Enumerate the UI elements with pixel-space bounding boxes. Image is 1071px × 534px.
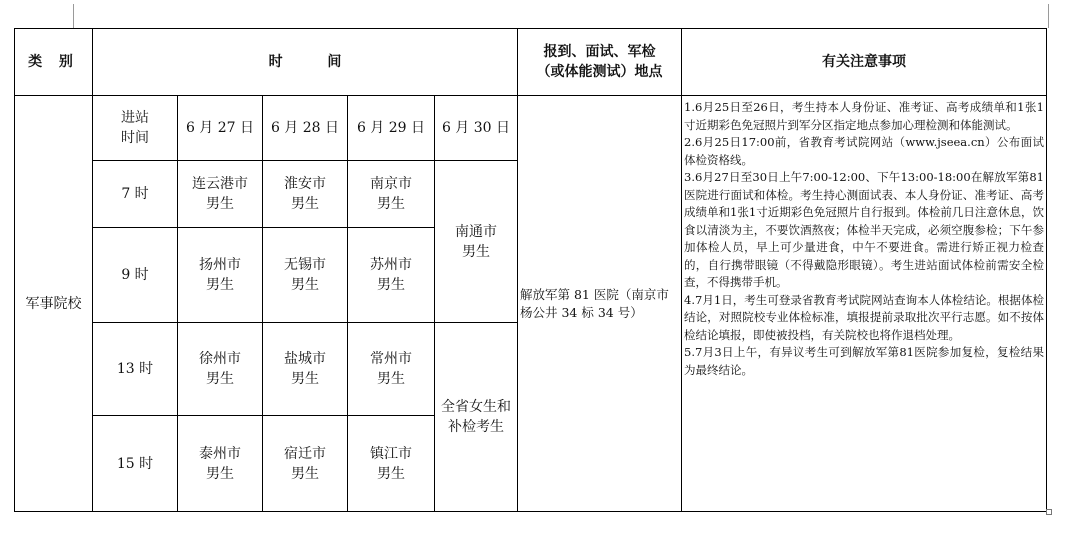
header-notes [682,29,1047,96]
schedule-cell [263,161,348,228]
date-cell: 6 月 27 日 [178,96,263,161]
group-name: 男生 [206,465,234,482]
city-name: 南通市 [455,223,497,240]
group-name: 男生 [462,243,490,260]
entry-label-line2: 时间 [121,130,149,146]
city-name: 无锡市 [284,257,326,273]
city-name: 淮安市 [284,176,326,192]
time-slot: 9 时 [93,228,178,323]
table-resize-handle[interactable] [1046,509,1052,515]
header-category [15,29,93,96]
group-name: 男生 [206,371,234,387]
schedule-cell [348,416,435,512]
day30-morning-cell [435,161,518,323]
note-item: 4.7月1日，考生可登录省教育考试院网站查询本人体检结论。根据体检结论，对照院校专业体检标准，填报提前录取批次平行志愿。如不按体检结论填报，即使被投档，有关院校也将作退档处理。 [684,292,1044,342]
city-name: 泰州市 [199,445,241,462]
city-name: 盐城市 [284,351,326,367]
header-time-text: 时 间 [268,54,342,70]
note-item: 2.6月25日17:00前，省教育考试院网站（www.jseea.cn）公布面试体检资格线。 [684,135,1044,167]
group-name: 男生 [206,196,234,212]
schedule-cell [348,228,435,323]
date-row [15,96,1047,161]
schedule-cell [178,161,263,228]
city-name: 南京市 [370,176,412,192]
notes-cell [682,96,1047,512]
group-name: 男生 [377,277,405,293]
group-name: 男生 [291,371,319,387]
city-name: 连云港市 [192,176,248,192]
time-slot: 15 时 [93,416,178,512]
time-slot: 7 时 [93,161,178,228]
date-cell: 6 月 28 日 [263,96,348,161]
schedule-cell [263,416,348,512]
group-name: 男生 [377,465,405,482]
group-name: 男生 [291,277,319,293]
group-name: 男生 [291,196,319,212]
header-location [518,29,682,96]
schedule-cell [178,323,263,416]
page-corner-mark-left [73,4,74,28]
group-name: 男生 [377,371,405,387]
city-name: 苏州市 [370,257,412,273]
header-category-text: 类 别 [28,54,79,70]
date-cell: 6 月 30 日 [435,96,518,161]
group-name: 男生 [291,465,319,482]
date-cell: 6 月 29 日 [348,96,435,161]
entry-time-label [93,96,178,161]
group-name: 全省女生和 [441,399,511,415]
group-name: 男生 [377,196,405,212]
note-item: 3.6月27日至30日上午7:00-12:00、下午13:00-18:00在解放军第81医院进行面试和体检。考生持心测面试表、本人身份证、准考证、高考成绩单和1张1寸近期彩色免冠照片自行报到。体检前几日注意休息，饮食以清淡为主，不要饮酒熬夜；体检半天完成，必须空腹参检；下午参加体检人员，早上可少量进食，中午不要进食。需进行矫正视力检查的，自行携带眼镜（不得戴隐形眼镜）。考生进站面试体检前需安全检查，不得携带手机。 [684,170,1044,289]
city-name: 镇江市 [370,445,412,462]
exam-schedule-table [14,28,1047,512]
schedule-cell [178,228,263,323]
note-item: 1.6月25日至26日，考生持本人身份证、准考证、高考成绩单和1张1寸近期彩色免冠照片到军分区指定地点参加心理检测和体能测试。 [684,100,1044,132]
header-row [15,29,1047,96]
header-location-line1: 报到、面试、军检 [543,44,656,60]
schedule-cell [348,161,435,228]
header-time [93,29,518,96]
city-name: 常州市 [370,351,412,367]
entry-label-line1: 进站 [121,110,149,126]
group-name: 男生 [206,277,234,293]
city-name: 扬州市 [199,257,241,273]
location-cell [518,96,682,512]
schedule-cell [263,228,348,323]
group-name: 补检考生 [448,419,504,435]
time-slot: 13 时 [93,323,178,416]
category-cell [15,96,93,512]
category-value: 军事院校 [25,295,82,312]
note-item: 5.7月3日上午，有异议考生可到解放军第81医院参加复检，复检结果为最终结论。 [684,345,1044,377]
schedule-cell [348,323,435,416]
location-value: 解放军第 81 医院（南京市杨公井 34 标 34 号） [520,286,669,320]
header-location-line2: （或体能测试）地点 [536,64,663,80]
schedule-cell [178,416,263,512]
schedule-cell [263,323,348,416]
city-name: 宿迁市 [284,445,326,462]
page-corner-mark-right [1048,4,1049,28]
header-notes-text: 有关注意事项 [822,54,906,70]
day30-afternoon-cell [435,323,518,512]
city-name: 徐州市 [199,351,241,367]
